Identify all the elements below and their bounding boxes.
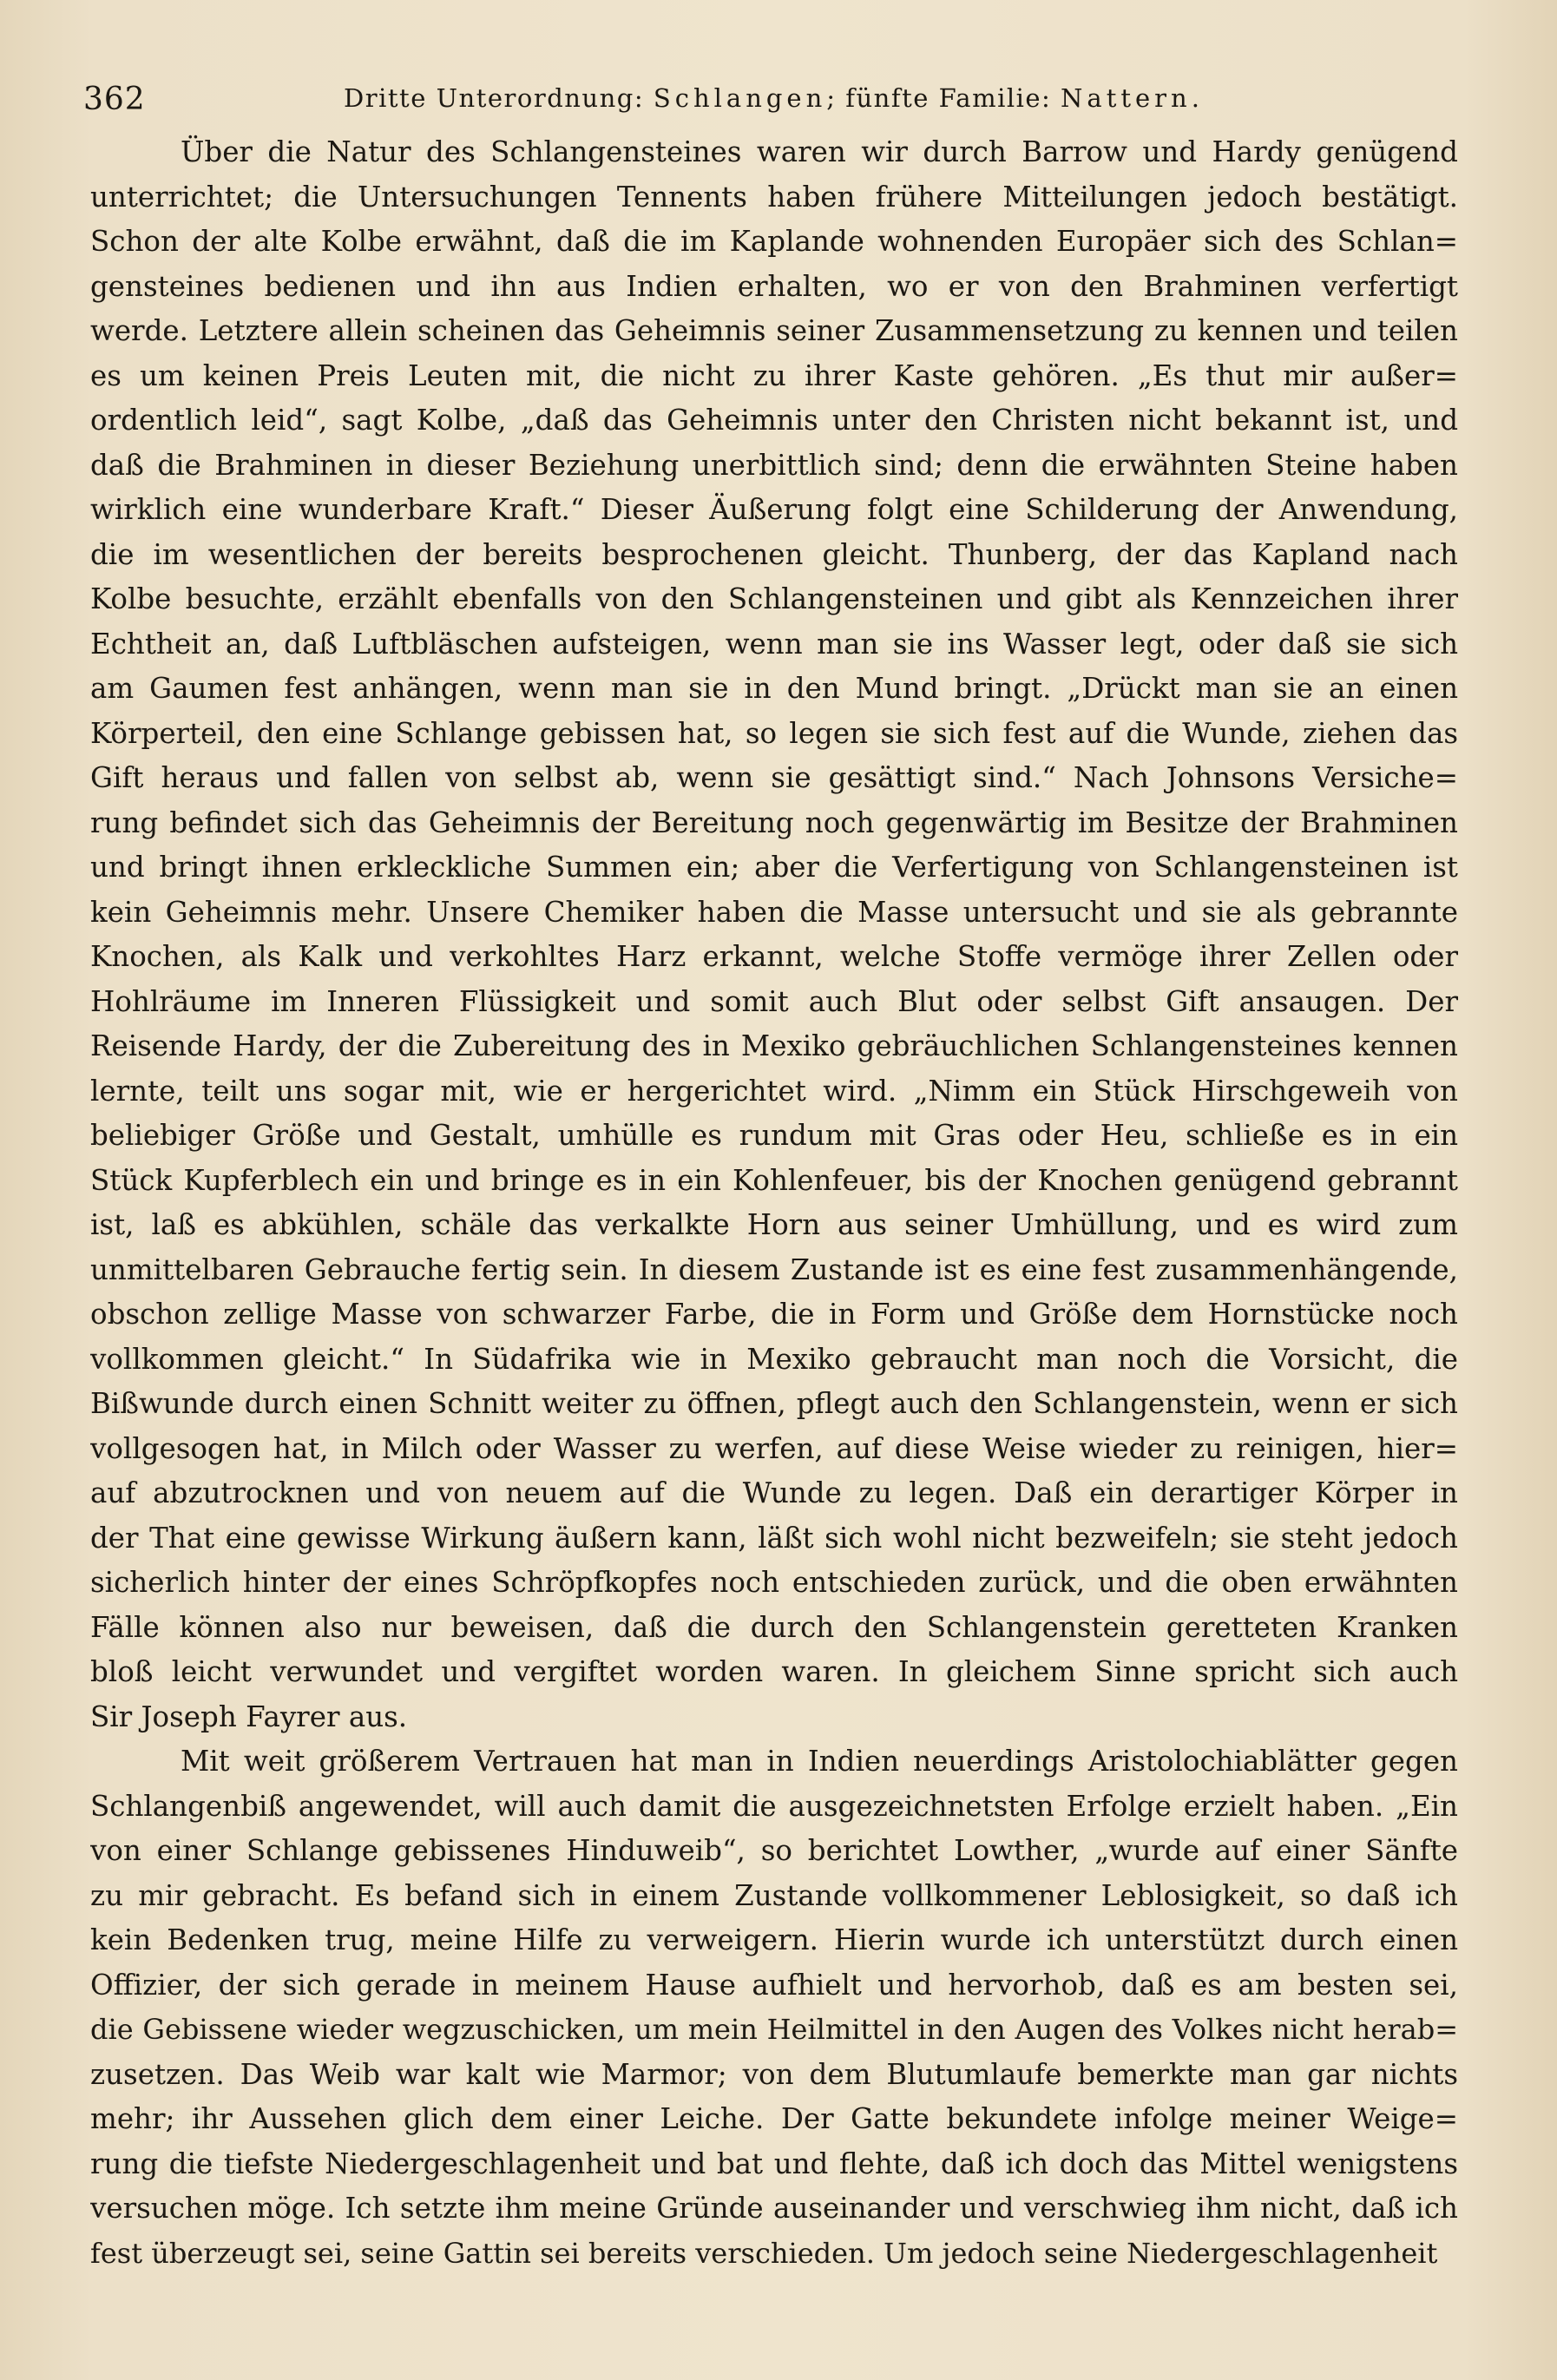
page-number: 362 [83,82,146,117]
text-line: Fälle können also nur beweisen, daß die durch den Schlangenstein geretteten Kranken [90,1610,1458,1644]
text-line: die Gebissene wieder wegzuschicken, um mein Heilmittel in den Augen des Volkes nicht herab= [90,2013,1458,2046]
text-line: am Gaumen fest anhängen, wenn man sie in den Mund bringt. „Drückt man sie an einen [90,672,1458,705]
running-head [344,83,1204,113]
text-line: Schlangenbiß angewendet, will auch damit die ausgezeichnetsten Erfolge erzielt haben. „Ein [90,1789,1458,1823]
text-line: gensteines bedienen und ihn aus Indien erhalten, wo er von den Brahminen verfertigt [90,269,1458,303]
text-line: rung befindet sich das Geheimnis der Bereitung noch gegenwärtig im Besitze der Brahminen [90,805,1458,839]
text-line: unterrichtet; die Untersuchungen Tennents haben frühere Mitteilungen jedoch bestätigt. [90,180,1458,214]
text-line: Mit weit größerem Vertrauen hat man in Indien neuerdings Aristolochiablätter gegen [181,1745,1458,1778]
text-line: Kolbe besuchte, erzählt ebenfalls von den Schlangensteinen und gibt als Kennzeichen ihrer [90,582,1458,615]
text-line: bloß leicht verwundet und vergiftet worden waren. In gleichem Sinne spricht sich auch [90,1655,1458,1688]
text-line: Über die Natur des Schlangensteines waren wir durch Barrow und Hardy genügend [181,135,1458,168]
text-line: rung die tiefste Niedergeschlagenheit und bat und flehte, daß ich doch das Mittel wenigstens [90,2147,1458,2180]
running-head-middle: ; fünfte Familie: [826,83,1061,113]
text-line: sicherlich hinter der eines Schröpfkopfes noch entschieden zurück, und die oben erwähnten [90,1566,1458,1599]
text-line: fest überzeugt sei, seine Gattin sei bereits verschieden. Um jedoch seine Niedergeschlagenheit [90,2236,1438,2270]
text-line: kein Geheimnis mehr. Unsere Chemiker haben die Masse untersucht und sie als gebrannte [90,895,1458,929]
text-line: wirklich eine wunderbare Kraft.“ Dieser Äußerung folgt eine Schilderung der Anwendung, [90,493,1458,526]
text-line: ist, laß es abkühlen, schäle das verkalkte Horn aus seiner Umhüllung, und es wird zum [90,1208,1458,1241]
text-line: beliebiger Größe und Gestalt, umhülle es rundum mit Gras oder Heu, schließe es in ein [90,1119,1458,1152]
text-line: die im wesentlichen der bereits besprochenen gleicht. Thunberg, der das Kapland nach [90,537,1458,571]
running-head-family: Nattern. [1061,83,1204,113]
page-header [83,76,1462,128]
text-line: der That eine gewisse Wirkung äußern kann, läßt sich wohl nicht bezweifeln; sie steht jedoch [90,1521,1458,1555]
paragraph [90,1739,1458,2276]
body-text [90,130,1458,2276]
text-line: vollkommen gleicht.“ In Südafrika wie in Mexiko gebraucht man noch die Vorsicht, die [90,1342,1458,1376]
text-line: mehr; ihr Aussehen glich dem einer Leiche. Der Gatte bekundete infolge meiner Weige= [90,2102,1458,2135]
text-line: ordentlich leid“, sagt Kolbe, „daß das Geheimnis unter den Christen nicht bekannt ist, und [90,404,1458,437]
text-line: obschon zellige Masse von schwarzer Farbe, die in Form und Größe dem Hornstücke noch [90,1298,1458,1331]
text-line: unmittelbaren Gebrauche fertig sein. In diesem Zustande ist es eine fest zusammenhängende, [90,1252,1458,1286]
text-line: vollgesogen hat, in Milch oder Wasser zu werfen, auf diese Weise wieder zu reinigen, hier= [90,1431,1458,1465]
text-line: es um keinen Preis Leuten mit, die nicht zu ihrer Kaste gehören. „Es thut mir außer= [90,358,1458,392]
text-line: von einer Schlange gebissenes Hinduweib“, so berichtet Lowther, „wurde auf einer Sänfte [90,1834,1458,1867]
text-line: Knochen, als Kalk und verkohltes Harz erkannt, welche Stoffe vermöge ihrer Zellen oder [90,940,1458,973]
text-line: Bißwunde durch einen Schnitt weiter zu öffnen, pflegt auch den Schlangenstein, wenn er sich [90,1387,1458,1420]
text-line: kein Bedenken trug, meine Hilfe zu verweigern. Hierin wurde ich unterstützt durch einen [90,1923,1458,1956]
text-line: Körperteil, den eine Schlange gebissen hat, so legen sie sich fest auf die Wunde, ziehen das [90,716,1458,750]
text-line: lernte, teilt uns sogar mit, wie er hergerichtet wird. „Nimm ein Stück Hirschgeweih von [90,1074,1458,1108]
text-line: Hohlräume im Inneren Flüssigkeit und somit auch Blut oder selbst Gift ansaugen. Der [90,984,1458,1018]
text-line: Echtheit an, daß Luftbläschen aufsteigen, wenn man sie ins Wasser legt, oder daß sie sich [90,627,1458,661]
text-line: Gift heraus und fallen von selbst ab, wenn sie gesättigt sind.“ Nach Johnsons Versiche= [90,761,1458,794]
text-line: zusetzen. Das Weib war kalt wie Marmor; von dem Blutumlaufe bemerkte man gar nichts [90,2057,1458,2091]
text-line: daß die Brahminen in dieser Beziehung unerbittlich sind; denn die erwähnten Steine haben [90,448,1458,482]
text-line: werde. Letztere allein scheinen das Geheimnis seiner Zusammensetzung zu kennen und teilen [90,314,1458,347]
text-line: Reisende Hardy, der die Zubereitung des in Mexiko gebräuchlichen Schlangensteines kennen [90,1029,1458,1062]
text-line: Sir Joseph Fayrer aus. [90,1700,408,1733]
text-line: zu mir gebracht. Es befand sich in einem Zustande vollkommener Leblosigkeit, so daß ich [90,1878,1458,1912]
text-line: und bringt ihnen erkleckliche Summen ein; aber die Verfertigung von Schlangensteinen ist [90,851,1458,884]
text-line: Offizier, der sich gerade in meinem Hause aufhielt und hervorhob, daß es am besten sei, [90,1968,1458,2002]
text-line: versuchen möge. Ich setzte ihm meine Gründe auseinander und verschwieg ihm nicht, daß ich [90,2192,1458,2225]
text-line: auf abzutrocknen und von neuem auf die Wunde zu legen. Daß ein derartiger Körper in [90,1476,1458,1509]
running-head-prefix: Dritte Unterordnung: [344,83,654,113]
text-line: Schon der alte Kolbe erwähnt, daß die im Kaplande wohnenden Europäer sich des Schlan= [90,225,1458,258]
paragraph [90,130,1458,1739]
text-line: Stück Kupferblech ein und bringe es in ein Kohlenfeuer, bis der Knochen genügend gebrannt [90,1163,1458,1197]
running-head-order: Schlangen [653,83,827,113]
